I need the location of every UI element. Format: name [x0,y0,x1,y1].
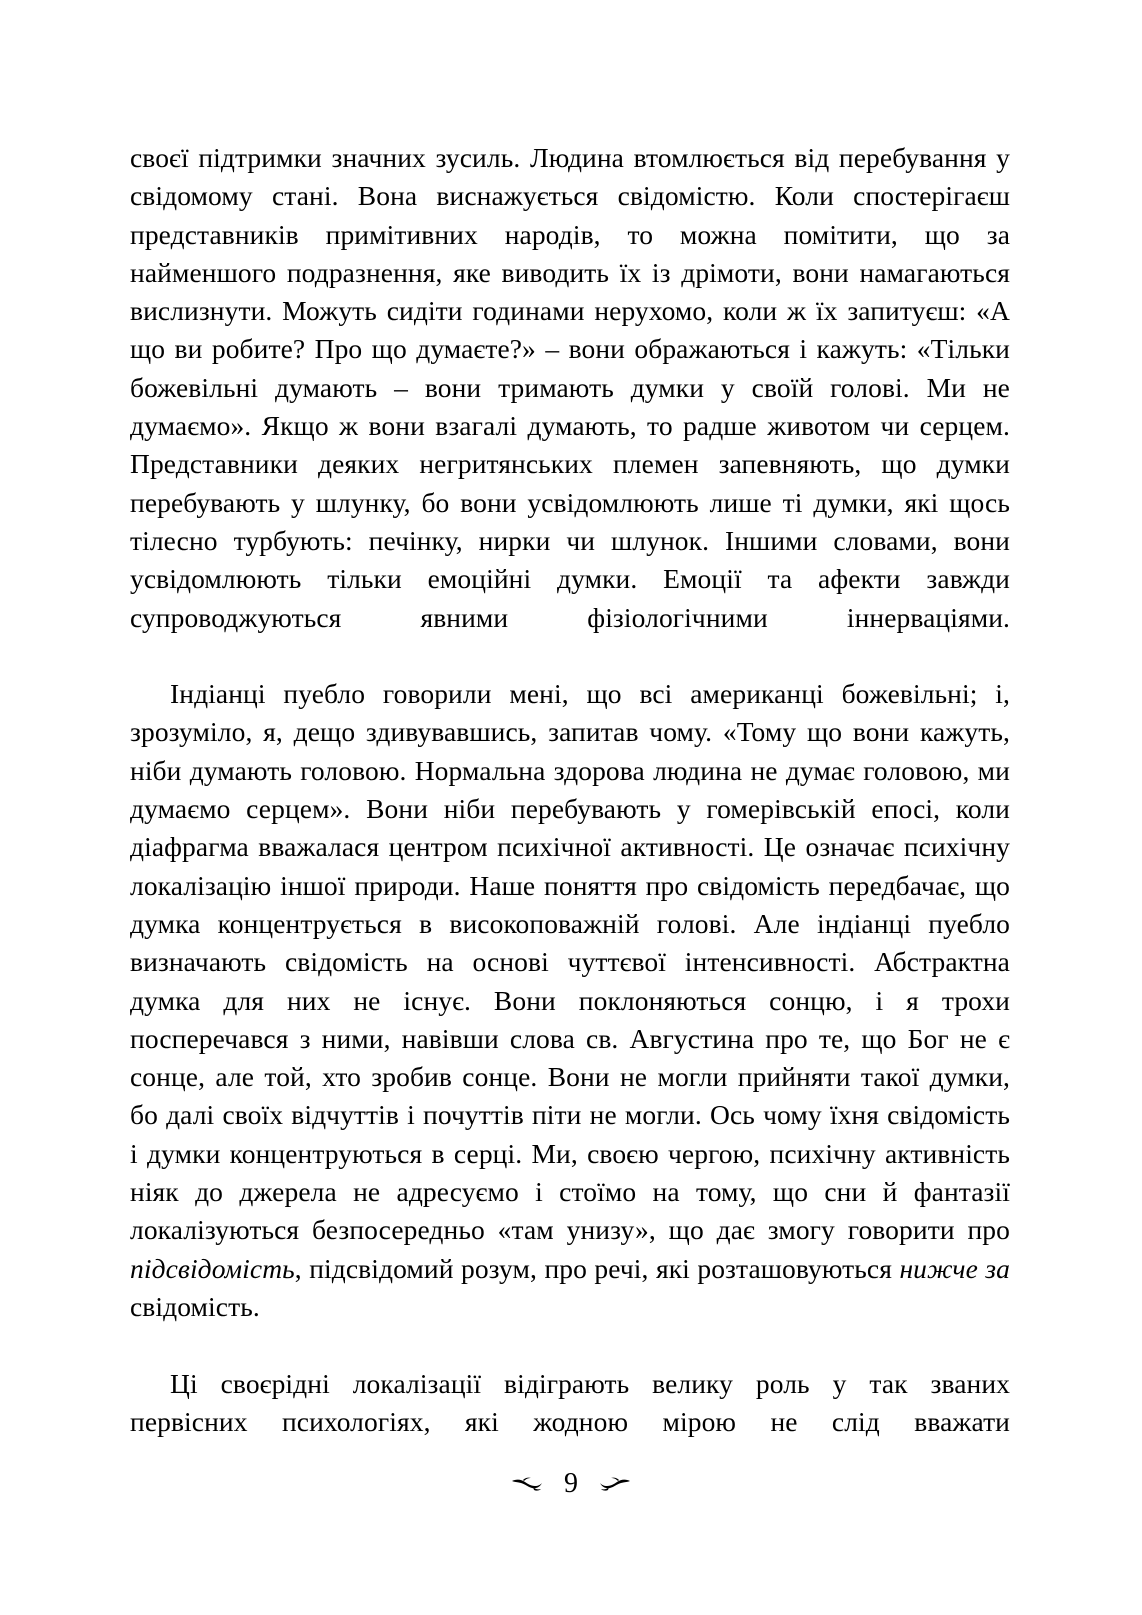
body-text: Індіанці пуебло говорили мені, що всі американці божевільні; і, зрозуміло, я, дещо здивувавшись, запитав чому. «Тому що вони кажуть, ніби думають головою. Нормальна здорова людина не думає головою, ми думаємо серцем». Вони ніби перебувають у гомерівській епосі, коли діафрагма вважалася центром психічної активності. Це означає психічну локалізацію іншої природи. Наше поняття про свідомість передбачає, що думка концентрується в високоповажній голові. Але індіанці пуебло визначають свідомість на основі чуттєвої інтенсивності. Абстрактна думка для них не існує. Вони поклоняються сонцю, і я трохи посперечався з ними, навівши слова св. Августина про те, що Бог не є сонце, але той, хто зробив сонце. Вони не могли прийняти такої думки, бо далі своїх відчуттів і почуттів піти не могли. Ось чому їхня свідомість і думки концентруються в серці. Ми, своєю чергою, психічну активність ніяк до джерела не адресуємо і стоїмо на тому, що сни й фантазії локалізуються безпосередньо «там унизу», що дає змогу говорити про [130,678,1010,1246]
body-paragraph [130,675,1010,1364]
page-footer [0,1468,1142,1498]
body-text: , підсвідомий розум, про речі, які розташовуються [294,1252,900,1284]
body-paragraph [130,1365,1010,1480]
emphasis-text: нижче за [899,1252,1010,1284]
leaf-fleuron-icon [510,1474,544,1494]
text-column [130,139,1010,1479]
page-number: 9 [564,1467,578,1499]
leaf-fleuron-icon [598,1474,632,1494]
body-paragraph [130,139,1010,675]
body-text: своєї підтримки значних зусиль. Людина втомлюється від перебування у свідомому стані. Вона виснажується свідомістю. Коли спостерігаєш представників примітивних народів, то можна помітити, що за найменшого подразнення, яке виводить їх із дрімоти, вони намагаються вислизнути. Можуть сидіти годинами нерухомо, коли ж їх запитуєш: «А що ви робите? Про що думаєте?» – вони ображаються і кажуть: «Тільки божевільні думають – вони тримають думки у своїй голові. Ми не думаємо». Якщо ж вони взагалі думають, то радше животом чи серцем. Представники деяких негритянських племен запевняють, що думки перебувають у шлунку, бо вони усвідомлюють лише ті думки, які щось тілесно турбують: печінку, нирки чи шлунок. Іншими словами, вони усвідомлюють тільки емоційні думки. Емоції та афекти завжди супроводжуються явними фізіологічними іннерваціями. [130,142,1010,633]
body-text: Ці своєрідні локалізації відіграють велику роль у так званих первісних психологіях, які жодною мірою не слід вважати [130,1367,1010,1437]
emphasis-text: підсвідомість [130,1252,295,1284]
body-text: свідомість. [130,1290,260,1322]
